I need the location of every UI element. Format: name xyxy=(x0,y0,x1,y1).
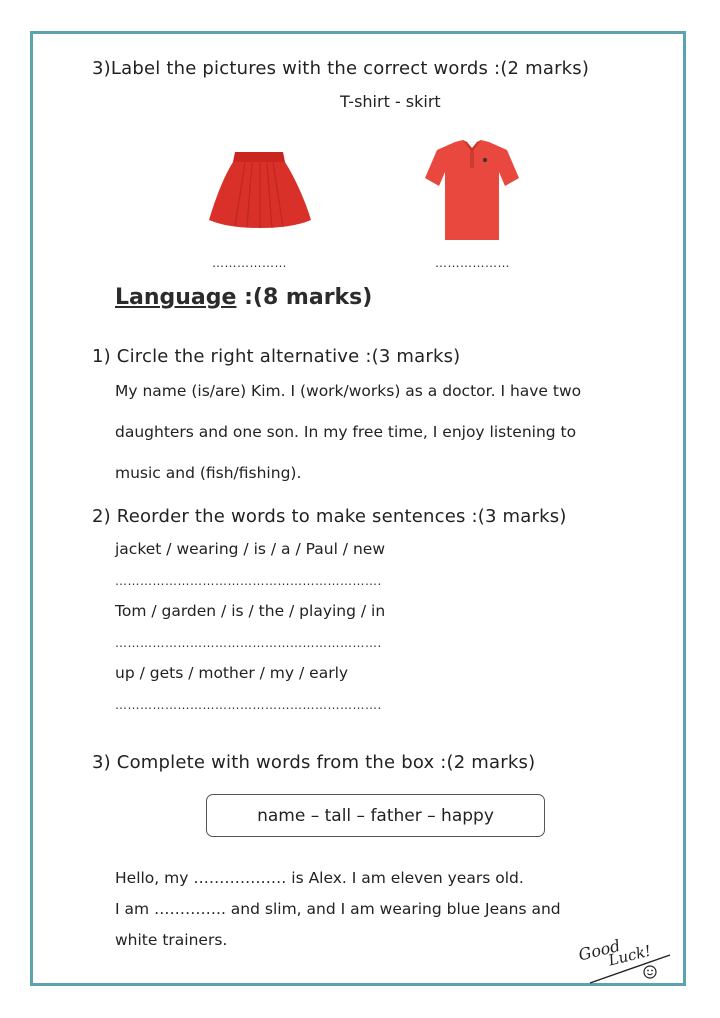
answer-line-2[interactable]: ……………… xyxy=(435,256,510,270)
good-luck-text-2: Luck! xyxy=(606,941,653,970)
q3-line-2: I am ………….. and slim, and I am wearing blue Jeans and xyxy=(115,900,561,918)
q1-line-2: daughters and one son. In my free time, I enjoy listening to xyxy=(115,423,577,441)
q3-heading: 3) Complete with words from the box :(2 marks) xyxy=(92,752,536,773)
q2-item-2: Tom / garden / is / the / playing / in xyxy=(115,602,386,620)
word-box xyxy=(206,794,545,837)
skirt-image xyxy=(205,148,315,230)
label-pictures-heading: 3)Label the pictures with the correct words :(2 marks) xyxy=(92,58,590,79)
answer-line-1[interactable]: ……………… xyxy=(212,256,287,270)
q2-heading: 2) Reorder the words to make sentences :(3 marks) xyxy=(92,506,567,527)
q2-item-1: jacket / wearing / is / a / Paul / new xyxy=(115,540,385,558)
language-title-underlined: Language xyxy=(115,285,237,310)
polo-shirt-image xyxy=(425,138,520,243)
q2-answer-line-2[interactable]: ………………………………………………………. xyxy=(115,636,382,650)
q3-line-3: white trainers. xyxy=(115,931,228,949)
smiley-icon xyxy=(644,966,656,978)
q1-line-3: music and (fish/fishing). xyxy=(115,464,302,482)
good-luck-text-1: Good xyxy=(576,935,623,965)
good-luck-note xyxy=(572,925,677,985)
q1-line-1: My name (is/are) Kim. I (work/works) as a doctor. I have two xyxy=(115,382,582,400)
language-title xyxy=(115,285,372,310)
q2-answer-line-1[interactable]: ………………………………………………………. xyxy=(115,574,382,588)
q3-line-1: Hello, my ……………… is Alex. I am eleven years old. xyxy=(115,869,524,887)
word-box-text: name – tall – father – happy xyxy=(257,805,494,826)
q2-item-3: up / gets / mother / my / early xyxy=(115,664,349,682)
q1-heading: 1) Circle the right alternative :(3 marks) xyxy=(92,346,461,367)
word-options: T-shirt - skirt xyxy=(340,92,441,111)
q2-answer-line-3[interactable]: ………………………………………………………. xyxy=(115,698,382,712)
language-title-marks: :(8 marks) xyxy=(236,285,373,310)
